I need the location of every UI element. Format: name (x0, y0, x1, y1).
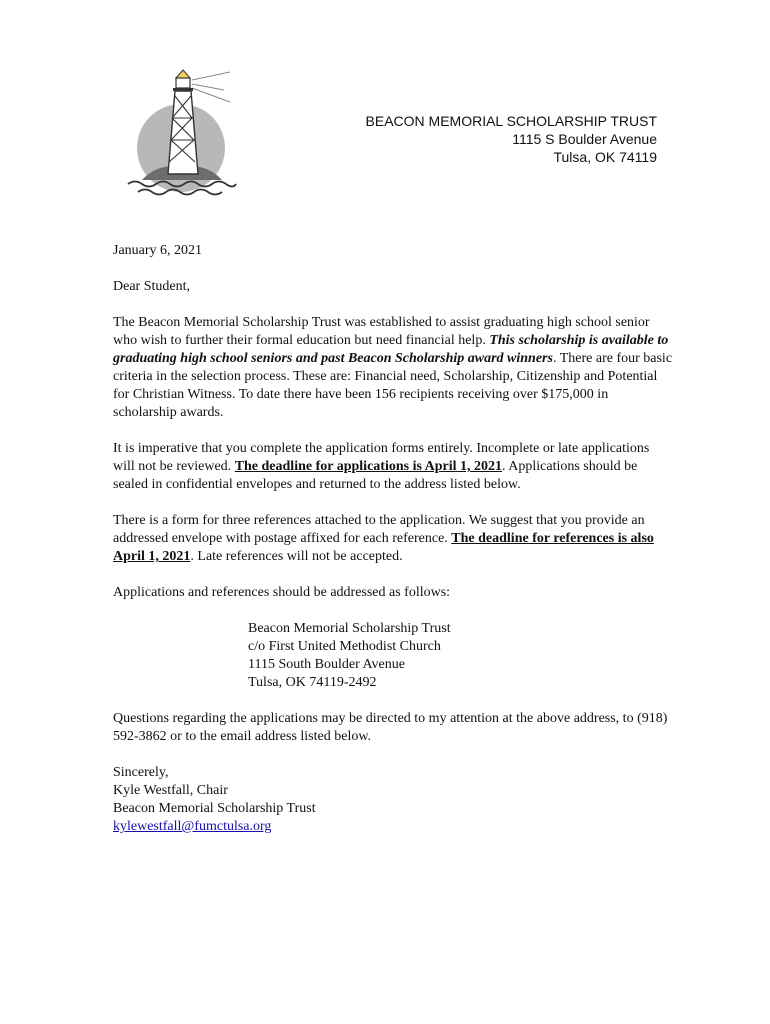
mailing-address-line: Tulsa, OK 74119-2492 (248, 675, 377, 690)
paragraph-applications (113, 440, 673, 494)
letter-body (113, 242, 673, 836)
paragraph-text: . There are four basic criteria in the selection process. These are: Financial need, Scholarship, Citizenship and Potential for Christian Witness. To date there have been 156 recipients receiving over $175,000 in scholarship awards. (113, 351, 673, 420)
references-deadline: The deadline for references is also April 1, 2021 (113, 531, 654, 564)
mailing-address-line: 1115 South Boulder Avenue (248, 657, 405, 672)
paragraph-text: It is imperative that you complete the application forms entirely. Incomplete or late applications will not be reviewed. (113, 441, 650, 474)
closing: Sincerely, (113, 765, 169, 780)
letterhead-address-line1: 1115 S Boulder Avenue (512, 131, 657, 147)
salutation: Dear Student, (113, 279, 190, 294)
mailing-address (113, 620, 673, 692)
eligibility-emphasis: This scholarship is available to graduating high school seniors and past Beacon Scholarship award winners (113, 333, 669, 366)
paragraph-questions: Questions regarding the applications may be directed to my attention at the above address, to (918) 592-3862 or to the email address listed below. (113, 711, 668, 744)
letterhead (366, 112, 657, 166)
paragraph-text: . Applications should be sealed in confidential envelopes and returned to the address listed below. (113, 459, 638, 492)
signer-organization: Beacon Memorial Scholarship Trust (113, 801, 316, 816)
paragraph-text: There is a form for three references attached to the application. We suggest that you provide an addressed envelope with postage affixed for each reference. (113, 513, 645, 546)
application-deadline: The deadline for applications is April 1, 2021 (234, 459, 503, 474)
paragraph-text: The Beacon Memorial Scholarship Trust was established to assist graduating high school senior who wish to further their formal education but need financial help. (113, 315, 650, 348)
organization-name: BEACON MEMORIAL SCHOLARSHIP TRUST (365, 113, 657, 129)
letter-date: January 6, 2021 (113, 243, 203, 258)
signer-name-title: Kyle Westfall, Chair (113, 783, 228, 798)
paragraph-intro (113, 314, 673, 422)
email-link[interactable]: kylewestfall@fumctulsa.org (113, 819, 272, 834)
mailing-address-line: Beacon Memorial Scholarship Trust (248, 621, 451, 636)
letterhead-address-line2: Tulsa, OK 74119 (553, 149, 657, 165)
paragraph-references (113, 512, 673, 566)
paragraph-text: . Late references will not be accepted. (190, 549, 403, 564)
signature-block (113, 764, 673, 836)
mailing-address-line: c/o First United Methodist Church (248, 639, 441, 654)
paragraph-addressing: Applications and references should be addressed as follows: (113, 585, 451, 600)
lighthouse-logo-icon (126, 66, 238, 198)
